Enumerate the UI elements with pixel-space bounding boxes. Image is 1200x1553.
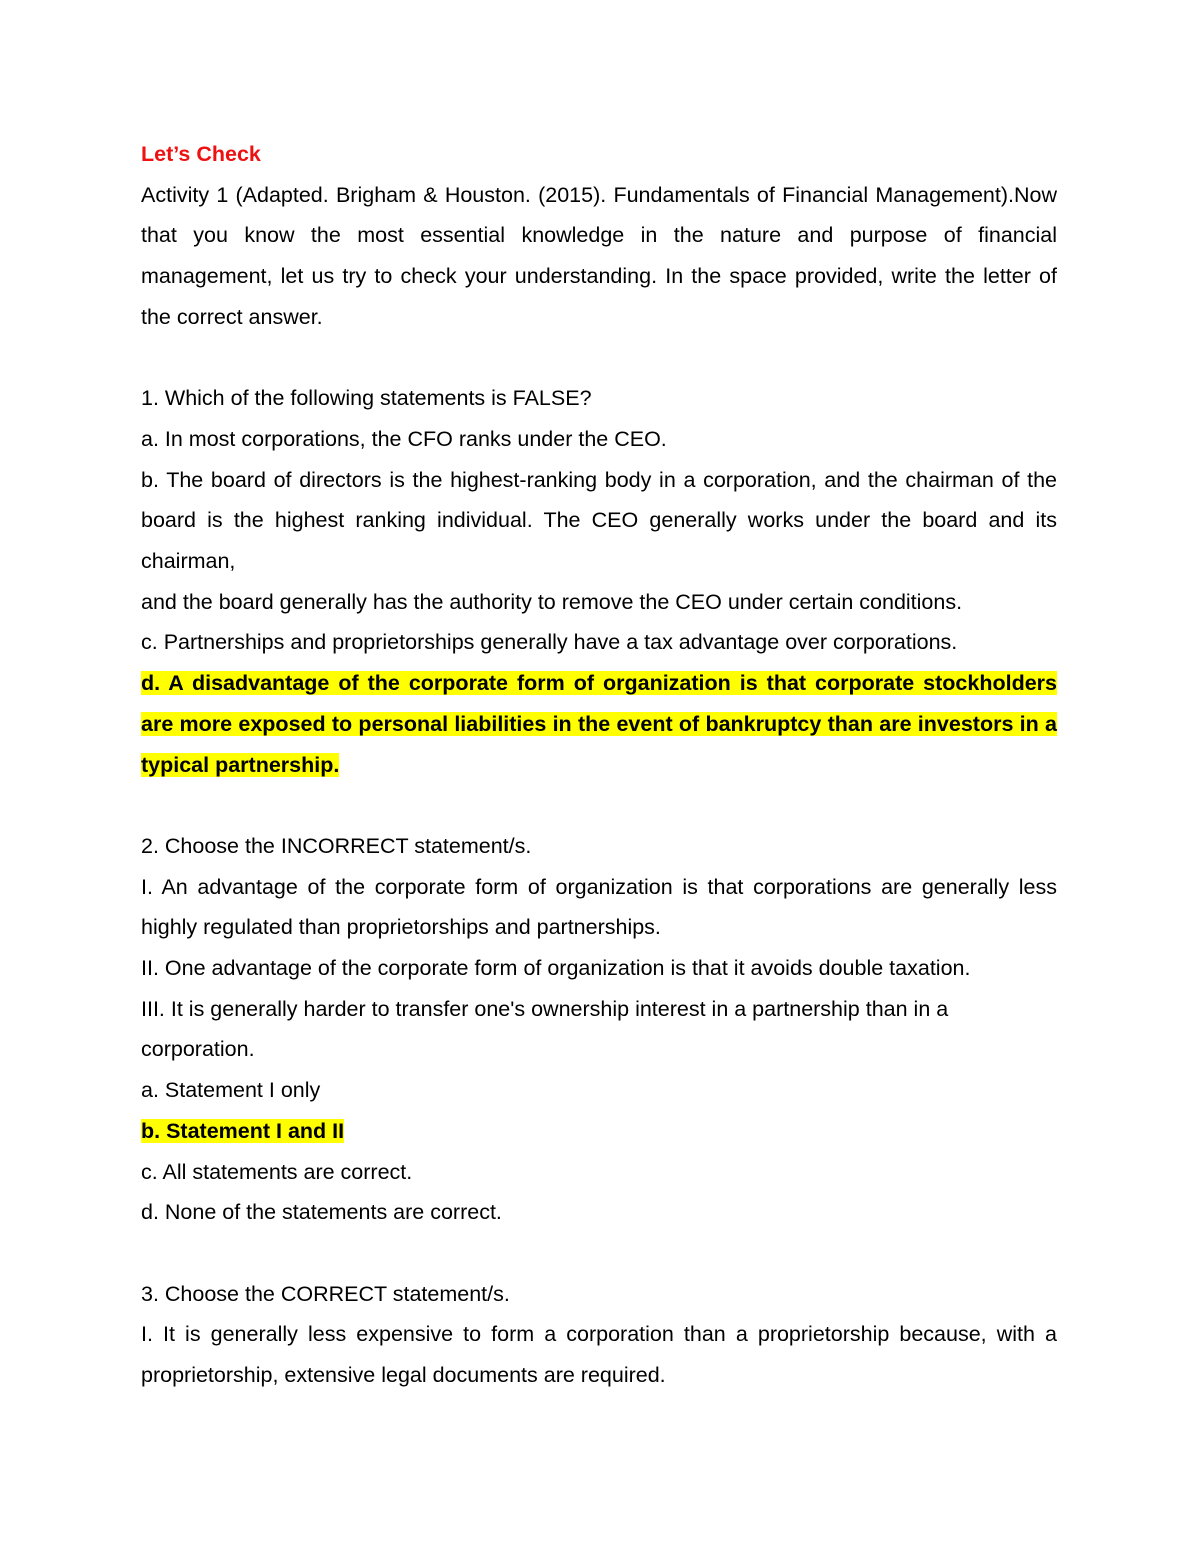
question-3-text: 3. Choose the CORRECT statement/s. bbox=[141, 1281, 510, 1306]
question-1-option-b-continued: and the board generally has the authority to remove the CEO under certain conditions. bbox=[141, 589, 963, 614]
document-page bbox=[141, 134, 1057, 1396]
spacer bbox=[141, 1233, 1057, 1274]
question-1-option-d-answer bbox=[141, 663, 1057, 785]
spacer bbox=[141, 338, 1057, 379]
question-3-statement-1: I. It is generally less expensive to form a corporation than a proprietorship because, with a proprietorship, extensive legal documents are required. bbox=[141, 1322, 1057, 1388]
activity-intro: Activity 1 (Adapted. Brigham & Houston. (2015). Fundamentals of Financial Management).Now that you know the most essential knowledge in the nature and purpose of financial management, let us try to check your understanding. In the space provided, write the letter of the correct answer. bbox=[141, 182, 1057, 329]
question-2 bbox=[141, 826, 1057, 1233]
question-2-option-a: a. Statement I only bbox=[141, 1078, 321, 1103]
question-2-statement-1: I. An advantage of the corporate form of organization is that corporations are generally less highly regulated than proprietorships and partnerships. bbox=[141, 874, 1057, 940]
question-2-option-d: d. None of the statements are correct. bbox=[141, 1200, 502, 1225]
spacer bbox=[141, 785, 1057, 826]
question-2-option-b-answer bbox=[141, 1111, 1057, 1152]
question-2-statement-2: II. One advantage of the corporate form of organization is that it avoids double taxation. bbox=[141, 956, 971, 981]
question-2-option-c: c. All statements are correct. bbox=[141, 1159, 413, 1184]
section-heading: Let’s Check bbox=[141, 142, 261, 166]
question-1-text: 1. Which of the following statements is FALSE? bbox=[141, 386, 592, 411]
question-1-option-b: b. The board of directors is the highest-ranking body in a corporation, and the chairman of the board is the highest ranking individual. The CEO generally works under the board and its chairman, bbox=[141, 467, 1057, 574]
question-1-option-c: c. Partnerships and proprietorships generally have a tax advantage over corporations. bbox=[141, 630, 958, 655]
answer-highlight: b. Statement I and II bbox=[141, 1118, 345, 1143]
question-2-text: 2. Choose the INCORRECT statement/s. bbox=[141, 833, 532, 858]
question-1 bbox=[141, 378, 1057, 785]
question-2-statement-3: III. It is generally harder to transfer one's ownership interest in a partnership than in a corporation. bbox=[141, 996, 949, 1062]
question-1-option-a: a. In most corporations, the CFO ranks under the CEO. bbox=[141, 426, 667, 451]
question-3 bbox=[141, 1274, 1057, 1396]
answer-highlight: d. A disadvantage of the corporate form of organization is that corporate stockholders are more exposed to personal liabilities in the event of bankruptcy than are investors in a typical partnership. bbox=[141, 671, 1057, 777]
